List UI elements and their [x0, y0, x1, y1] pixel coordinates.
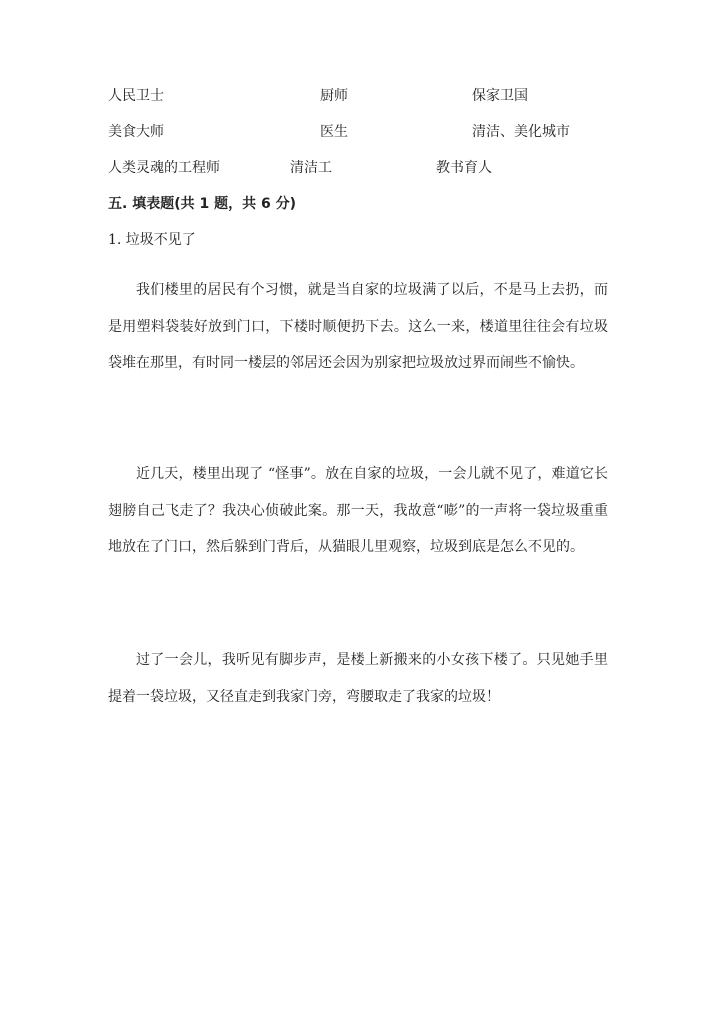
match-item-middle: 医生	[320, 124, 348, 140]
match-row-1	[0, 84, 720, 108]
match-item-right: 保家卫国	[472, 88, 528, 104]
match-item-left: 人民卫士	[108, 88, 164, 104]
match-item-left: 人类灵魂的工程师	[108, 160, 220, 176]
match-item-right: 教书育人	[436, 160, 492, 176]
passage-paragraph-2: 近几天，楼里出现了 “怪事”。放在自家的垃圾，一会儿就不见了，难道它长翅膀自己飞走了？我决心侦破此案。那一天，我故意“嘭”的一声将一袋垃圾重重地放在了门口，然后躲到门背后，从猫眼儿里观察，垃圾到底是怎么不见的。	[108, 466, 608, 555]
match-item-middle: 厨师	[320, 88, 348, 104]
passage-paragraph-3: 过了一会儿，我听见有脚步声，是楼上新搬来的小女孩下楼了。只见她手里提着一袋垃圾，又径直走到我家门旁，弯腰取走了我家的垃圾！	[108, 652, 608, 705]
match-item-right: 清洁、美化城市	[472, 124, 570, 140]
match-item-left: 美食大师	[108, 124, 164, 140]
section-title: 五. 填表题(共 1 题，共 6 分)	[108, 196, 296, 212]
match-row-2	[0, 120, 720, 144]
match-item-middle: 清洁工	[290, 160, 332, 176]
match-row-3	[0, 156, 720, 180]
question-title: 1. 垃圾不见了	[108, 232, 196, 248]
passage-paragraph-1: 我们楼里的居民有个习惯，就是当自家的垃圾满了以后，不是马上去扔，而是用塑料袋装好放到门口，下楼时顺便扔下去。这么一来，楼道里往往会有垃圾袋堆在那里，有时同一楼层的邻居还会因为别家把垃圾放过界而闹些不愉快。	[108, 282, 608, 371]
